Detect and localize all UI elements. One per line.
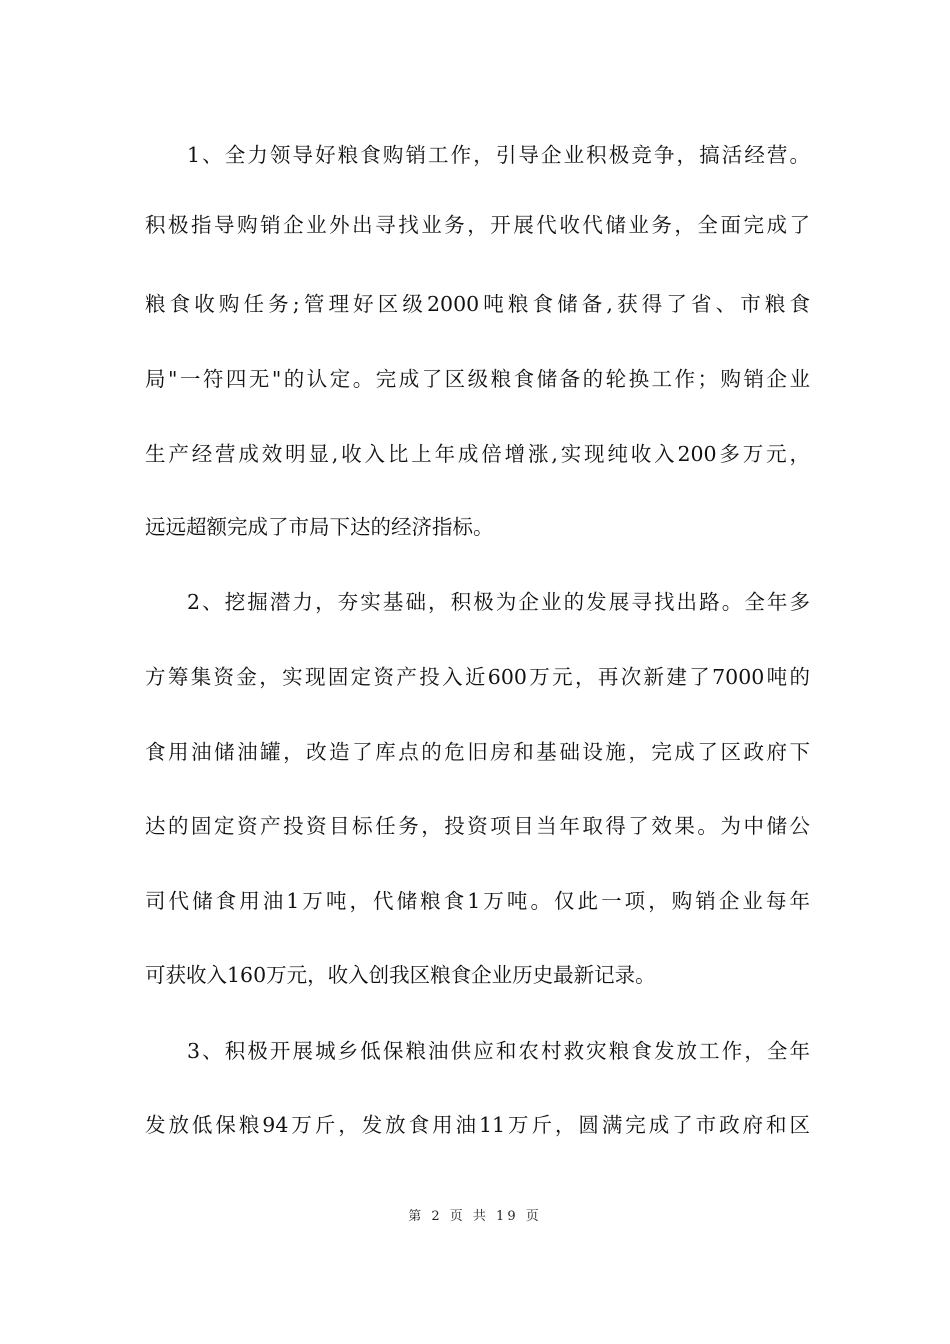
text-line: 食用油储油罐，改造了库点的危旧房和基础设施，完成了区政府下 [145, 740, 810, 764]
text-line: 局"一符四无"的认定。完成了区级粮食储备的轮换工作；购销企业 [145, 367, 810, 391]
text-line: 积极指导购销企业外出寻找业务，开展代收代储业务，全面完成了 [145, 213, 810, 237]
text-line: 可获收入160万元，收入创我区粮食企业历史最新记录。 [145, 963, 656, 987]
text-line: 远远超额完成了市局下达的经济指标。 [145, 515, 494, 539]
page-number-footer: 第 2 页 共 19 页 [408, 1209, 542, 1224]
text-line: 粮食收购任务;管理好区级2000吨粮食储备,获得了省、市粮食 [145, 292, 810, 316]
text-line: 发放低保粮94万斤，发放食用油11万斤，圆满完成了市政府和区 [145, 1113, 810, 1137]
text-line: 司代储食用油1万吨，代储粮食1万吨。仅此一项，购销企业每年 [145, 889, 810, 913]
text-line: 方筹集资金，实现固定资产投入近600万元，再次新建了7000吨的 [145, 665, 810, 689]
text-line: 3、积极开展城乡低保粮油供应和农村救灾粮食发放工作，全年 [187, 1039, 810, 1063]
text-line: 1、全力领导好粮食购销工作，引导企业积极竞争，搞活经营。 [187, 143, 810, 167]
text-line: 2、挖掘潜力，夯实基础，积极为企业的发展寻找出路。全年多 [187, 590, 810, 614]
text-line: 生产经营成效明显,收入比上年成倍增涨,实现纯收入200多万元， [145, 442, 810, 466]
text-line: 达的固定资产投资目标任务，投资项目当年取得了效果。为中储公 [145, 814, 810, 838]
